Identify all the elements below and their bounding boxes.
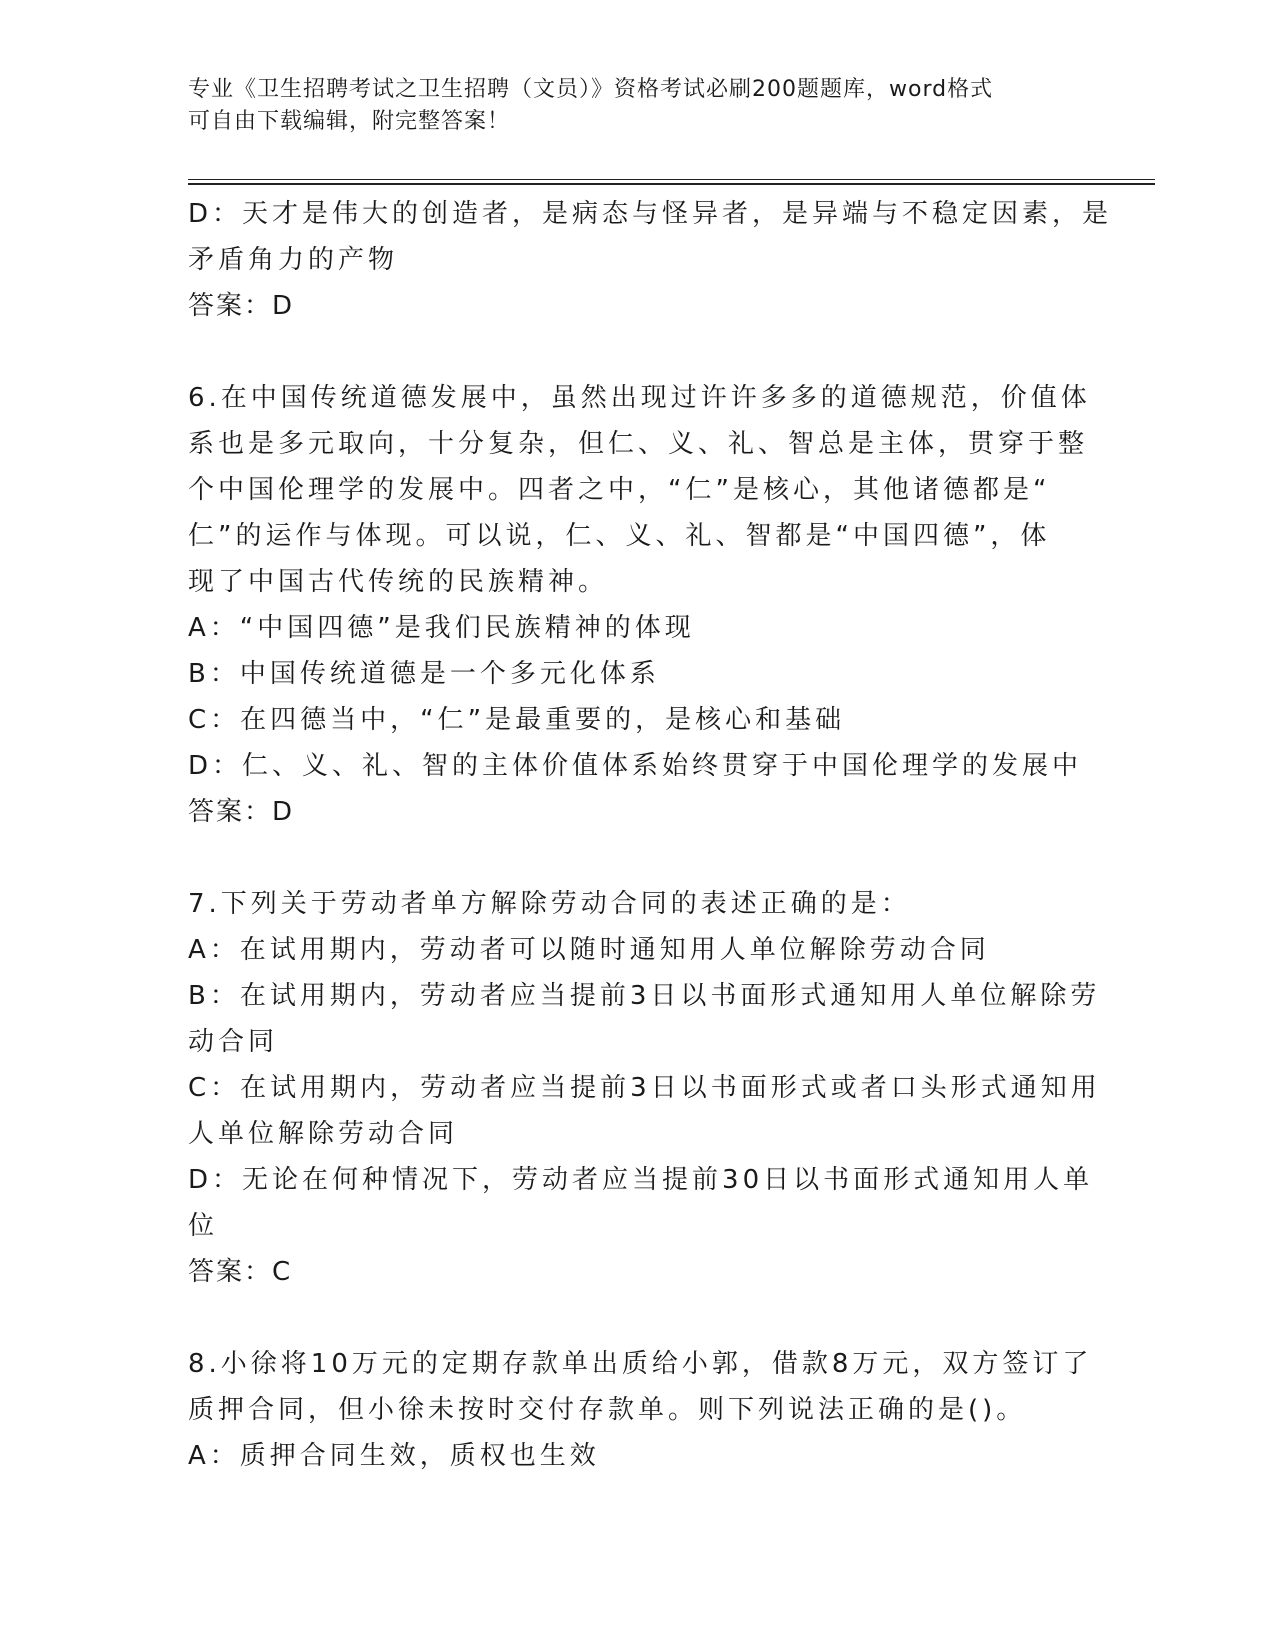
q8-option-a: A：质押合同生效，质权也生效: [188, 1441, 600, 1471]
q8-stem-line-1: 8.小徐将10万元的定期存款单出质给小郭，借款8万元，双方签订了: [188, 1349, 1093, 1379]
q5-option-d-line-2: 矛盾角力的产物: [188, 245, 399, 275]
q6-stem-line-2: 系也是多元取向，十分复杂，但仁、义、礼、智总是主体，贯穿于整: [188, 429, 1089, 459]
question-8: [188, 1341, 1093, 1479]
spacer: [188, 329, 1068, 375]
q6-option-a: A：“中国四德”是我们民族精神的体现: [188, 613, 695, 643]
q7-option-c-line-2: 人单位解除劳动合同: [188, 1119, 459, 1149]
q7-option-c-line-1: C：在试用期内，劳动者应当提前3日以书面形式或者口头形式通知用: [188, 1073, 1101, 1103]
spacer: [188, 835, 1068, 881]
header-line-2: 可自由下载编辑，附完整答案！: [188, 109, 511, 134]
document-header: [188, 74, 1068, 138]
header-rule-thin: [188, 179, 1155, 180]
q8-stem-line-2: 质押合同，但小徐未按时交付存款单。则下列说法正确的是()。: [188, 1395, 1027, 1425]
q7-option-a: A：在试用期内，劳动者可以随时通知用人单位解除劳动合同: [188, 935, 990, 965]
question-content: [188, 191, 1113, 1479]
header-line-1: 专业《卫生招聘考试之卫生招聘（文员）》资格考试必刷200题题库，word格式: [188, 77, 994, 102]
q7-option-d-line-1: D：无论在何种情况下，劳动者应当提前30日以书面形式通知用人单: [188, 1165, 1094, 1195]
q6-stem-line-4: 仁”的运作与体现。可以说，仁、义、礼、智都是“中国四德”，体: [188, 521, 1051, 551]
question-7: [188, 881, 1101, 1295]
q6-option-c: C：在四德当中，“仁”是最重要的，是核心和基础: [188, 705, 846, 735]
q6-stem-line-1: 6.在中国传统道德发展中，虽然出现过许许多多的道德规范，价值体: [188, 383, 1091, 413]
q7-option-d-line-2: 位: [188, 1211, 219, 1241]
spacer: [188, 1295, 1068, 1341]
q6-option-d: D：仁、义、礼、智的主体价值体系始终贯穿于中国伦理学的发展中: [188, 751, 1083, 781]
q6-option-b: B：中国传统道德是一个多元化体系: [188, 659, 660, 689]
q5-option-d-line-1: D：天才是伟大的创造者，是病态与怪异者，是异端与不稳定因素，是: [188, 199, 1113, 229]
q6-stem-line-5: 现了中国古代传统的民族精神。: [188, 567, 609, 597]
q5-answer: 答案：D: [188, 291, 295, 321]
q7-option-b-line-2: 动合同: [188, 1027, 279, 1057]
q6-answer: 答案：D: [188, 797, 295, 827]
q6-stem-line-3: 个中国伦理学的发展中。四者之中，“仁”是核心，其他诸德都是“: [188, 475, 1051, 505]
q7-option-b-line-1: B：在试用期内，劳动者应当提前3日以书面形式通知用人单位解除劳: [188, 981, 1101, 1011]
question-5: [188, 191, 1113, 329]
question-6: [188, 375, 1091, 835]
q7-stem: 7.下列关于劳动者单方解除劳动合同的表述正确的是：: [188, 889, 911, 919]
q7-answer: 答案：C: [188, 1257, 293, 1287]
header-rule-thick: [188, 183, 1155, 185]
